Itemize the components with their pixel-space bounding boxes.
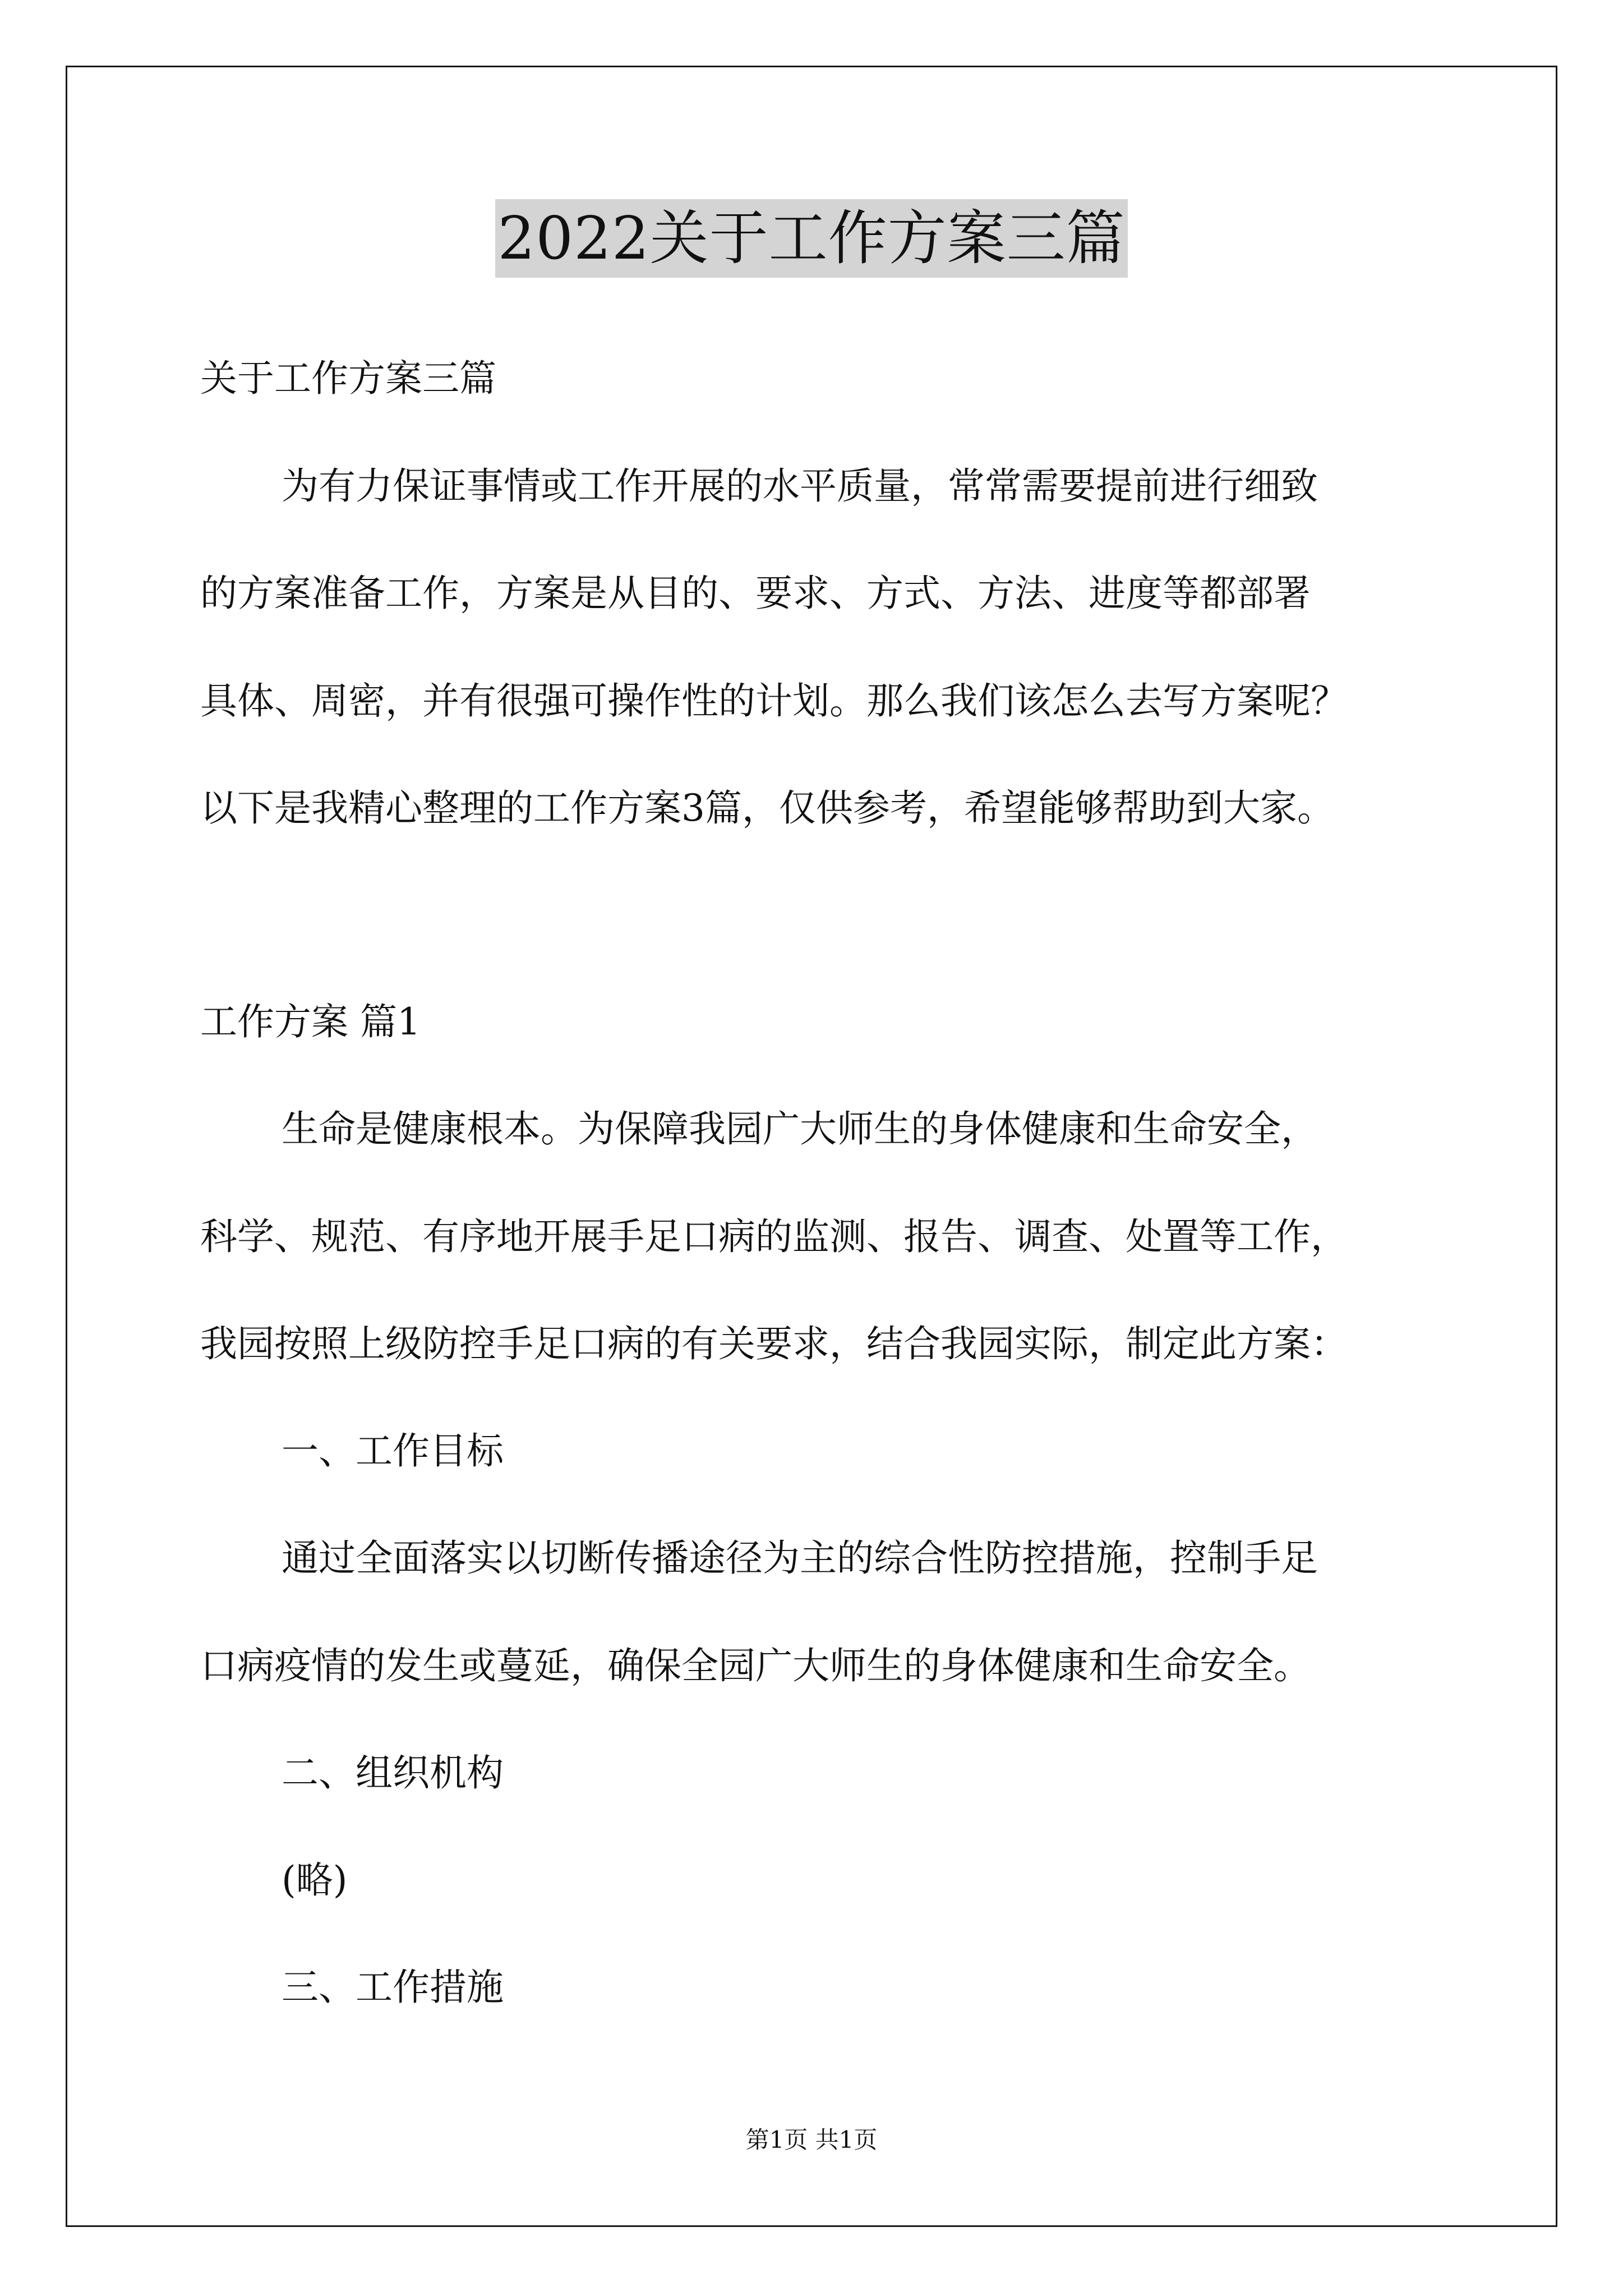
goal-line-2: 口病疫情的发生或蔓延，确保全园广大师生的身体健康和生命安全。 xyxy=(200,1644,1311,1687)
title-container xyxy=(0,199,1623,278)
section-line-1: 生命是健康根本。为保障我园广大师生的身体健康和生命安全， xyxy=(282,1107,1318,1151)
goal-line-1: 通过全面落实以切断传播途径为主的综合性防控措施，控制手足 xyxy=(282,1536,1318,1580)
intro-line-4: 以下是我精心整理的工作方案3篇，仅供参考，希望能够帮助到大家。 xyxy=(200,786,1334,830)
section-line-2: 科学、规范、有序地开展手足口病的监测、报告、调查、处置等工作， xyxy=(200,1215,1348,1258)
intro-line-1: 为有力保证事情或工作开展的水平质量，常常需要提前进行细致 xyxy=(282,464,1318,508)
intro-line-3: 具体、周密，并有很强可操作性的计划。那么我们该怎么去写方案呢？ xyxy=(200,679,1348,723)
omitted-note: (略) xyxy=(282,1858,348,1902)
heading-work-goal: 一、工作目标 xyxy=(282,1429,504,1473)
section-heading: 工作方案 篇1 xyxy=(200,1000,421,1043)
intro-line-2: 的方案准备工作，方案是从目的、要求、方式、方法、进度等都部署 xyxy=(200,572,1311,615)
section-line-3: 我园按照上级防控手足口病的有关要求，结合我园实际，制定此方案： xyxy=(200,1322,1348,1365)
heading-work-measures: 三、工作措施 xyxy=(282,1966,504,2009)
heading-organization: 二、组织机构 xyxy=(282,1751,504,1795)
page-footer: 第1页 共1页 xyxy=(745,2126,878,2154)
document-subtitle: 关于工作方案三篇 xyxy=(200,357,496,400)
document-title: 2022关于工作方案三篇 xyxy=(495,199,1127,278)
